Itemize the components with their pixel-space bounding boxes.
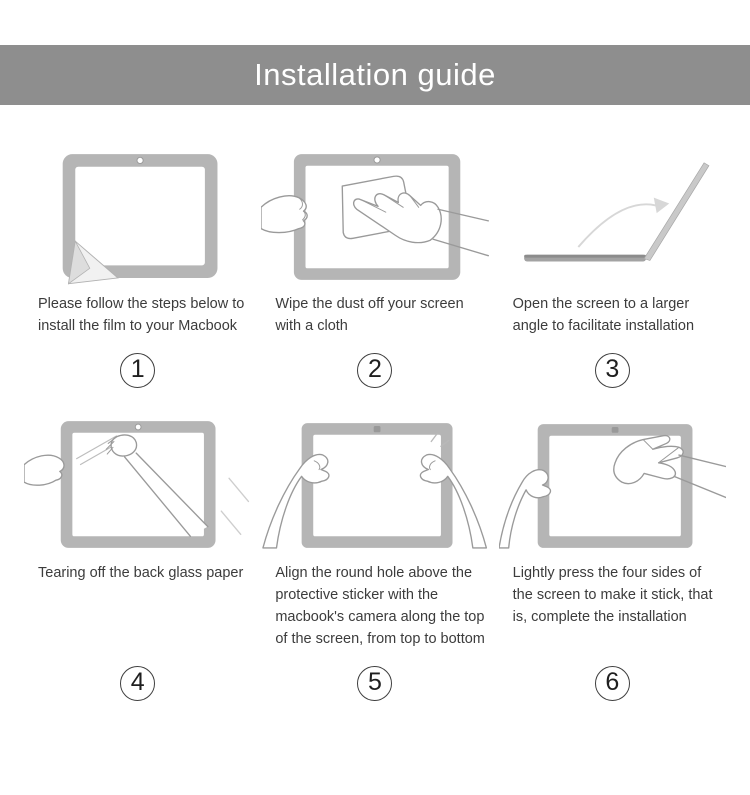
step-1 <box>24 147 251 392</box>
camera-icon <box>135 424 141 430</box>
step-caption: Wipe the dust off your screen with a cloth <box>275 296 464 334</box>
step-3 <box>499 147 726 392</box>
camera-icon <box>611 427 618 433</box>
camera-icon <box>374 157 380 163</box>
step-2 <box>261 147 488 392</box>
screen-film-corner-peel-illustration <box>24 147 251 287</box>
tear-off-back-paper-illustration <box>24 416 251 556</box>
step-caption: Please follow the steps below to install the film to your Macbook <box>38 296 245 334</box>
open-laptop-wide-angle-illustration <box>499 147 726 287</box>
open-motion-arrow <box>578 204 655 247</box>
step-number-badge: 2 <box>357 353 392 388</box>
align-film-top-corners-illustration <box>261 416 488 556</box>
step-caption: Tearing off the back glass paper <box>38 565 244 581</box>
laptop-screen-panel <box>644 163 709 261</box>
background-arm-lines <box>221 478 248 534</box>
step-number-badge: 5 <box>357 666 392 701</box>
step-number-badge: 1 <box>120 353 155 388</box>
header-bar <box>0 45 750 105</box>
steps-grid <box>0 147 750 705</box>
camera-icon <box>137 157 143 163</box>
step-caption: Lightly press the four sides of the screen to make it stick, that is, complete the installation <box>512 565 713 625</box>
page-title: Installation guide <box>254 57 496 92</box>
step-caption: Open the screen to a larger angle to facilitate installation <box>512 296 695 334</box>
arrowhead-icon <box>653 198 668 213</box>
left-hand <box>24 455 64 485</box>
step-4 <box>24 416 251 705</box>
step-5 <box>261 416 488 705</box>
camera-icon <box>374 426 381 432</box>
step-number-badge: 3 <box>595 353 630 388</box>
step-caption: Align the round hole above the protective sticker with the macbook's camera along the top of the screen, from top to bottom <box>275 565 485 647</box>
press-screen-sides-illustration <box>499 416 726 556</box>
step-number-badge: 4 <box>120 666 155 701</box>
left-hand <box>261 196 307 233</box>
step-number-badge: 6 <box>595 666 630 701</box>
step-6 <box>499 416 726 705</box>
wipe-screen-with-cloth-illustration <box>261 147 488 287</box>
